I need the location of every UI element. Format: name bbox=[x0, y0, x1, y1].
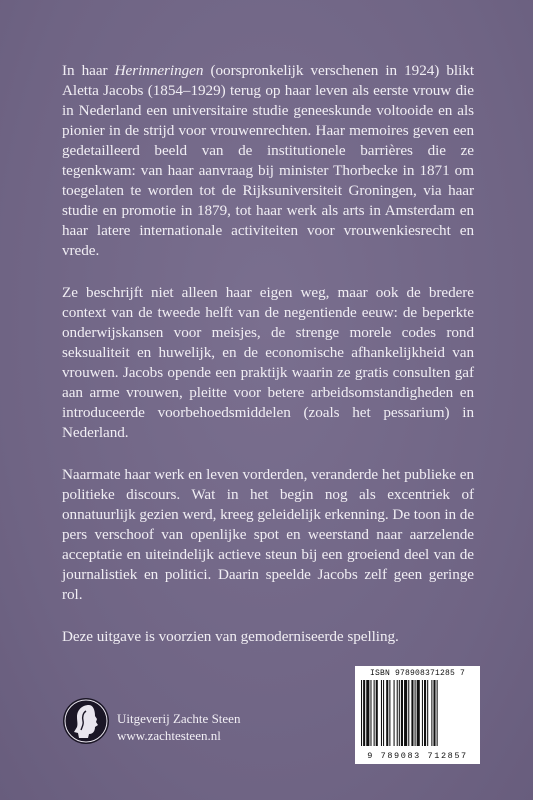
book-title-italic: Herinneringen bbox=[114, 62, 204, 79]
barcode-bar bbox=[363, 680, 365, 746]
barcode-bar bbox=[370, 680, 371, 746]
barcode-bar bbox=[437, 680, 438, 746]
barcode-bar bbox=[404, 680, 407, 746]
barcode-bar bbox=[422, 680, 423, 746]
barcode-bar bbox=[399, 680, 400, 746]
barcode-bar bbox=[361, 680, 362, 746]
isbn-digits: 9 789083 712857 bbox=[367, 751, 468, 761]
publisher-website: www.zachtesteen.nl bbox=[117, 728, 221, 743]
barcode-bar bbox=[415, 680, 416, 746]
blurb-text bbox=[62, 61, 474, 669]
barcode-bar bbox=[374, 680, 375, 746]
silhouette-face-logo-icon bbox=[62, 697, 110, 745]
barcode-bar bbox=[397, 680, 398, 746]
blurb-text-span: In haar bbox=[62, 62, 115, 79]
barcode-bar bbox=[381, 680, 382, 746]
barcode-bar bbox=[431, 680, 432, 746]
barcode-bar bbox=[427, 680, 428, 746]
blurb-text-span: (oorspronkelijk verschenen in 1924) blikt Aletta Jacobs (1854–1929) terug op haar leven als eerste vrouw die in Nederland een universitaire studie geneeskunde voltooide en als pionier in de strijd voor vrouwenrechten. Haar memoires geven een gedetailleerd beeld van de institutionele barrières die ze tegenkwam: van haar aanvraag bij minister Thorbecke in 1871 om toegelaten te worden tot de Rijksuniversiteit Groningen, via haar studie en promotie in 1879, tot haar werk als arts in Amsterdam en haar latere internationale activiteiten voor vrouwenkiesrecht en vrede. bbox=[62, 62, 474, 259]
barcode-bar bbox=[394, 680, 395, 746]
publisher-name: Uitgeverij Zachte Steen bbox=[117, 711, 241, 726]
barcode-bar bbox=[386, 680, 388, 746]
isbn-barcode bbox=[355, 666, 480, 764]
barcode-bar bbox=[401, 680, 403, 746]
barcode-bars bbox=[361, 680, 474, 746]
barcode-bar bbox=[376, 680, 378, 746]
barcode-bar bbox=[389, 680, 390, 746]
barcode-bar bbox=[383, 680, 384, 746]
barcode-bar bbox=[424, 680, 426, 746]
blurb-paragraph-1 bbox=[62, 61, 474, 261]
barcode-bar bbox=[408, 680, 409, 746]
barcode-bar bbox=[433, 680, 435, 746]
blurb-paragraph-2: Ze beschrijft niet alleen haar eigen weg, maar ook de bredere context van de tweede helft van de negentiende eeuw: de beperkte onderwijskansen voor meisjes, de strenge morele codes rond seksualiteit en huwelijk, en de economische afhankelijkheid van vrouwen. Jacobs opende een praktijk waarin ze gratis consulten gaf aan arme vrouwen, pleitte voor betere arbeidsomstandigheden en introduceerde voorbehoedsmiddelen (zoals het pessarium) in Nederland. bbox=[62, 284, 474, 441]
blurb-paragraph-3: Naarmate haar werk en leven vorderden, veranderde het publieke en politieke discours. Wat in het begin nog als excentriek of onnatuurlijk gezien werd, kreeg geleidelijk erkenning. De toon in de pers verschoof van openlijke spot en weerstand naar aarzelende acceptatie en uiteindelijk actieve steun bij een groeiend deel van de journalistiek en politici. Daarin speelde Jacobs zelf geen geringe rol. bbox=[62, 466, 475, 603]
barcode-bar bbox=[411, 680, 413, 746]
publisher-block bbox=[117, 710, 240, 744]
isbn-label: ISBN 978908371285 7 bbox=[369, 669, 465, 678]
barcode-bar bbox=[417, 680, 420, 746]
barcode-bar bbox=[366, 680, 369, 746]
blurb-paragraph-4: Deze uitgave is voorzien van gemoderniseerde spelling. bbox=[62, 628, 399, 645]
